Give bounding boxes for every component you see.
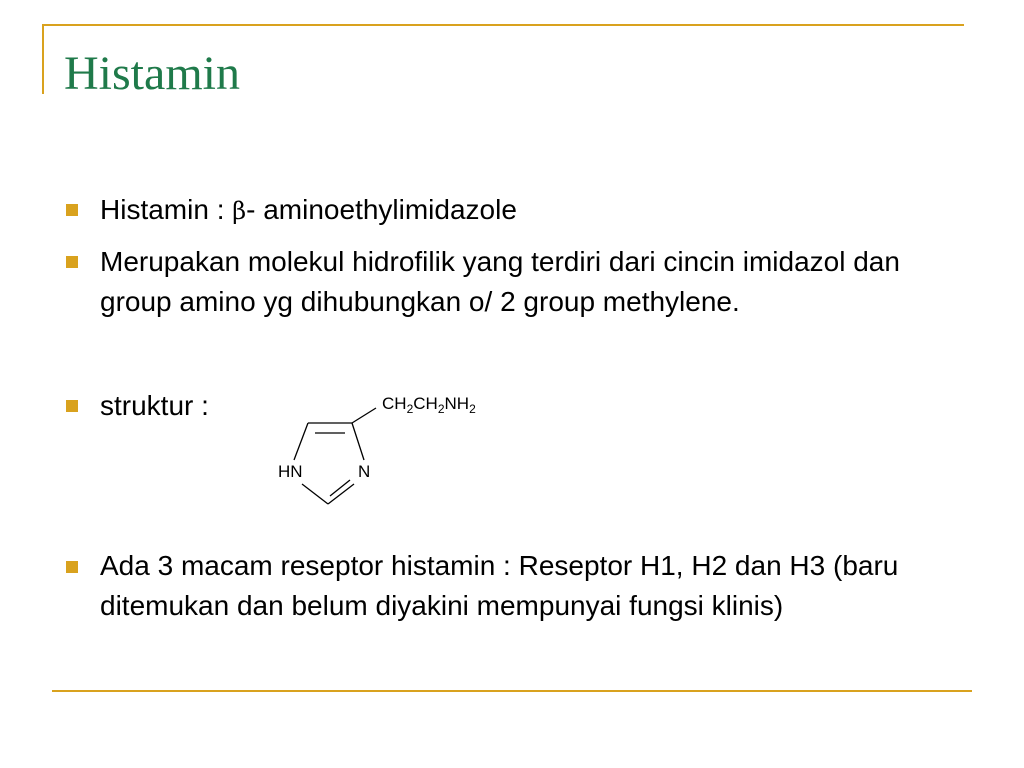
bullet-1-post: - aminoethylimidazole [246,194,517,225]
hn-atom-label: HN [278,462,303,481]
bullet-text-4: Ada 3 macam reseptor histamin : Reseptor H1, H2 dan H3 (baru ditemukan dan belum diyakini mempunyai fungsi klinis) [100,550,899,621]
histamine-structure [270,386,550,516]
bullet-marker [66,256,78,268]
side-chain-label: $CH_2CH_2NH_2$ [382,394,476,416]
bullet-marker [66,400,78,412]
beta-symbol: β [232,197,247,225]
bullet-marker [66,561,78,573]
n-atom-label: N [358,462,371,481]
slide-title: Histamin [64,47,240,100]
bullet-marker [66,204,78,216]
bullet-1-pre: Histamin : [100,194,233,225]
bottom-border-line [52,690,972,692]
bullet-text-2: Merupakan molekul hidrofilik yang terdiri dari cincin imidazol dan group amino yg dihubungkan o/ 2 group methylene. [100,246,900,317]
bullet-text-3: struktur : [100,390,209,421]
bullet-text-1 [100,190,970,231]
